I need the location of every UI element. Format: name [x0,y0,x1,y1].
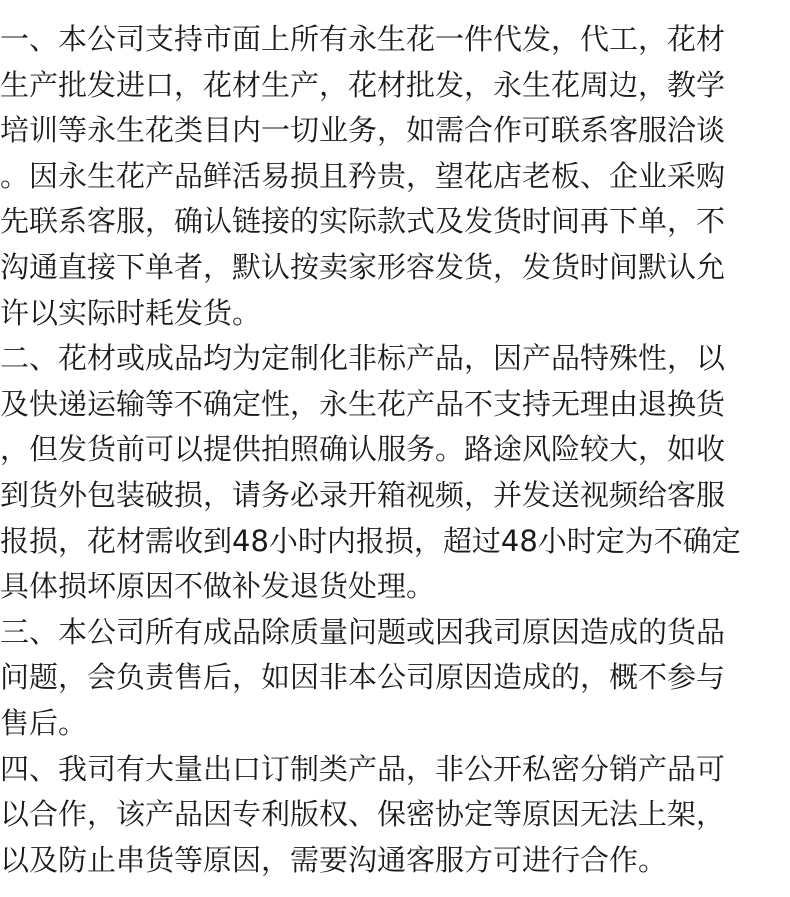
section-4-line-3: 以及防止串货等原因，需要沟通客服方可进行合作。 [0,842,668,877]
section-3-line-2: 问题，会负责售后，如因非本公司原因造成的，概不参与 [0,660,726,695]
section-1-line-3: 培训等永生花类目内一切业务，如需合作可联系客服洽谈 [0,113,726,148]
section-1-line-5: 先联系客服，确认链接的实际款式及发货时间再下单，不 [0,204,726,239]
policy-document [0,17,790,883]
section-1-line-1: 一、本公司支持市面上所有永生花一件代发，代工，花材 [0,22,726,56]
section-1-line-7: 许以实际时耗发货。 [0,295,262,330]
section-4-line-2: 以合作，该产品因专利版权、保密协定等原因无法上架， [0,797,726,832]
section-2-line-2: 及快递运输等不确定性，永生花产品不支持无理由退换货 [0,386,726,421]
section-2-line-3: ，但发货前可以提供拍照确认服务。路途风险较大，如收 [0,432,726,467]
section-2-line-1: 二、花材或成品均为定制化非标产品，因产品特殊性，以 [0,341,726,376]
section-1-line-2: 生产批发进口，花材生产，花材批发，永生花周边，教学 [0,67,726,102]
section-1-line-4: 。因永生花产品鲜活易损且矜贵，望花店老板、企业采购 [0,158,726,193]
section-3-line-1: 三、本公司所有成品除质量问题或因我司原因造成的货品 [0,614,726,649]
section-3-line-3: 售后。 [0,705,88,740]
section-2-line-5: 报损，花材需收到48小时内报损，超过48小时定为不确定 [0,523,741,558]
section-4-line-1: 四、我司有大量出口订制类产品，非公开私密分销产品可 [0,751,726,786]
section-2-line-6: 具体损坏原因不做补发退货处理。 [0,569,436,604]
section-1-line-6: 沟通直接下单者，默认按卖家形容发货，发货时间默认允 [0,249,726,284]
section-2-line-4: 到货外包装破损，请务必录开箱视频，并发送视频给客服 [0,477,726,512]
